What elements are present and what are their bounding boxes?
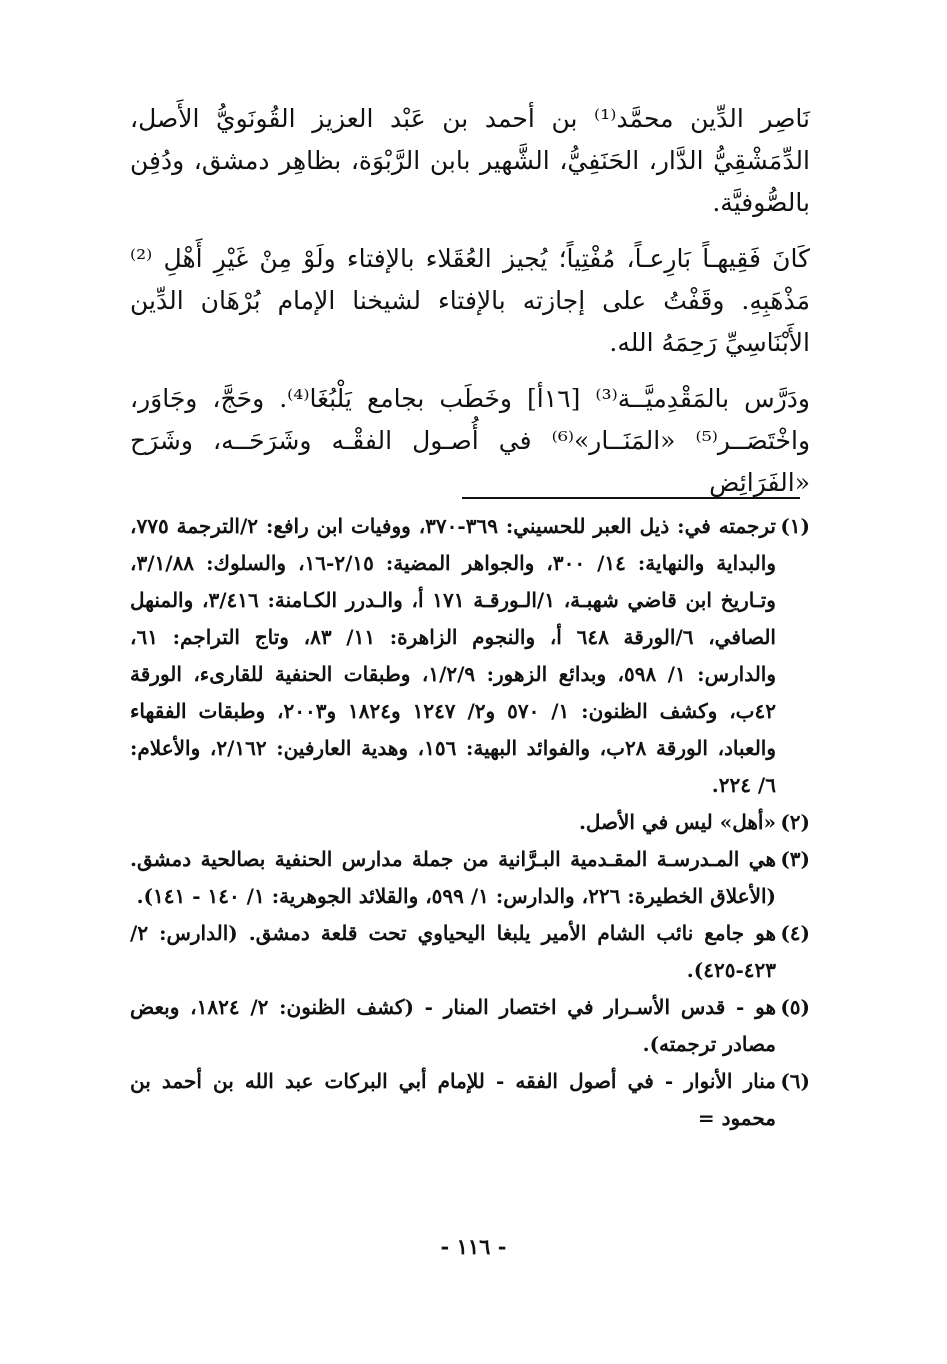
footnote-text: هي المـدرسـة المقـدمية البـرَّانية من جملة مدارس الحنفية بصالحية دمشق. (الأعلاق الخطيرة: ٢٢٦، والدارس: ١/ ٥٩٩، والقلائد الجوهرية: ١/ ١٤٠ - ١٤١). [130, 847, 776, 908]
footnote-number: (٢) [780, 810, 810, 834]
footnote-separator [462, 497, 800, 499]
footnote-5 [130, 989, 810, 1063]
footnote-text: ترجمته في: ذيل العبر للحسيني: ٣٦٩-٣٧٠، ووفيات ابن رافع: ٢/الترجمة ٧٧٥، والبداية والنهاية: ١٤/ ٣٠٠، والجواهر المضية: ٢/١٥-١٦، والسلوك: ٣/١/٨٨، وتـاريخ ابن قاضي شهبـة، ١/الـورقـة ١٧١ أ، والـدرر الكـامنة: ٣/٤١٦، والمنهل الصافي، ٦/الورقة ٦٤٨ أ، والنجوم الزاهرة: ١١/ ٨٣، وتاج التراجم: ٦١، والدارس: ١/ ٥٩٨، وبدائع الزهور: ١/٢/٩، وطبقات الحنفية للقارىء، الورقة ٤٢ب، وكشف الظنون: ١/ ٥٧٠ و٢/ ١٢٤٧ و١٨٢٤ و٢٠٠٣، وطبقات الفقهاء والعباد، الورقة ٢٨ب، والفوائد البهية: ١٥٦، وهدية العارفين: ٢/١٦٢، والأعلام: ٦/ ٢٢٤. [130, 514, 777, 797]
footnote-number: (٥) [780, 995, 810, 1019]
paragraph-1: نَاصِر الدِّين محمَّد⁽¹⁾ بن أحمد بن عَبْد العزيز القُونَويُّ الأَصل، الدِّمَشْقِيُّ الدَّار، الحَنَفِيُّ، الشَّهير بابن الرَّبْوَة، بظاهِر دمشق، ودُفِن بالصُّوفيَّة. [130, 104, 810, 217]
paragraph-2: كَانَ فَقِيهـاً بَارِعـاً، مُفْتِياً؛ يُجيز العُقَلاء بالإفتاء ولَوْ مِنْ غَيْرِ أَهْلِ ⁽²⁾ مَذْهَبِهِ. وقَفْتُ على إجازته بالإفتاء لشيخنا الإمام بُرْهَان الدِّين الأَبْنَاسِيِّ رَحِمَهُ الله. [130, 244, 810, 357]
footnote-4 [130, 915, 810, 989]
footnotes [130, 508, 810, 1137]
footnote-text: هو جامع نائب الشام الأمير يلبغا اليحياوي تحت قلعة دمشق. (الدارس: ٢/ ٤٢٣-٤٢٥). [130, 921, 776, 982]
footnote-text: «أهل» ليس في الأصل. [578, 810, 776, 834]
footnote-text: هو - قدس الأسـرار في اختصار المنار - (كشف الظنون: ٢/ ١٨٢٤، وبعض مصادر ترجمته). [130, 995, 776, 1056]
footnote-number: (٦) [780, 1069, 810, 1093]
footnote-2 [130, 804, 810, 841]
footnote-number: (٤) [780, 921, 810, 945]
footnote-6 [130, 1063, 810, 1137]
footnote-3 [130, 841, 810, 915]
footnote-text: منار الأنوار - في أصول الفقه - للإمام أبي البركات عبد الله بن أحمد بن محمود = [130, 1069, 776, 1130]
main-text [130, 98, 810, 518]
footnote-1 [130, 508, 810, 804]
paragraph-3: ودَرَّس بالمَقْدِميَّــة⁽³⁾ [١٦أ] وخَطَب بجامع يَلْبُغَا⁽⁴⁾. وحَجَّ، وجَاوَر، واخْتَصَــر⁽⁵⁾ «المَنَــار»⁽⁶⁾ في أُصـول الفقْـه وشَرَحَــه، وشَرَح «الفَرَائِض [130, 384, 811, 497]
footnote-number: (١) [780, 514, 810, 538]
page-number: - ١١٦ - [440, 1234, 507, 1259]
footnote-number: (٣) [780, 847, 810, 871]
